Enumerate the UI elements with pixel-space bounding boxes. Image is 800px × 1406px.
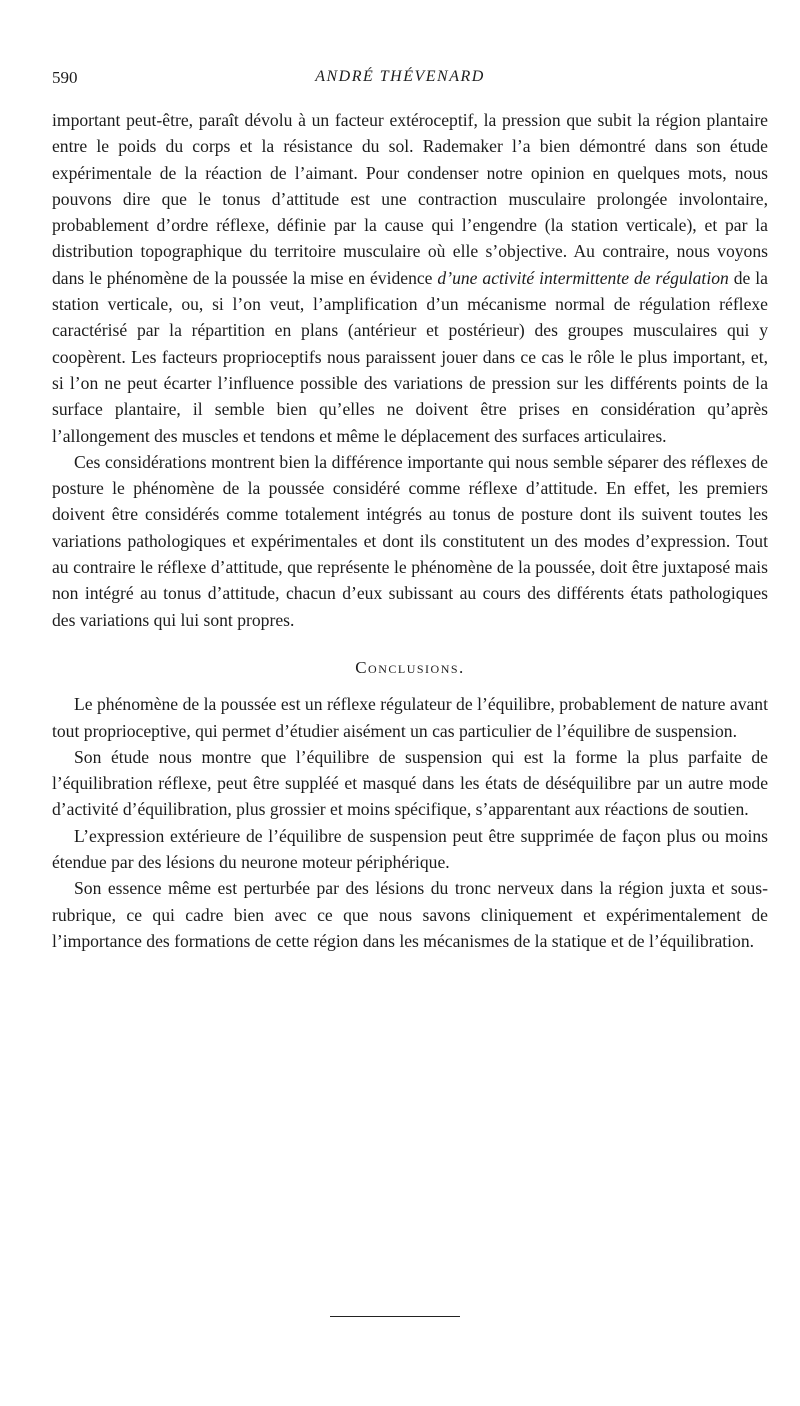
end-rule-divider (330, 1316, 460, 1317)
running-title: ANDRÉ THÉVENARD (315, 68, 485, 85)
paragraph-1 (52, 107, 768, 449)
page-number: 590 (52, 68, 78, 87)
paragraph-1-text-end: de la station verticale, ou, si l’on veut, l’amplification d’un mécanisme normal de régulation réflexe caractérisé par la répartition en plans (antérieur et postérieur) des groupes musculaires qui y coopèrent. Les facteurs proprioceptifs nous paraissent jouer dans ce cas le rôle le plus important, et, si l’on ne peut écarter l’influence possible des variations de pression sur les différents points de la surface plantaire, il semble bien qu’elles ne doivent être prises en considération qu’après l’allongement des muscles et tendons et même le déplacement des surfaces articulaires. (52, 267, 768, 446)
paragraph-1-emphasis: d’une activité intermittente de régulation (437, 267, 729, 288)
section-heading-conclusions: Conclusions. (355, 657, 465, 677)
conclusion-paragraph-3: L’expression extérieure de l’équilibre de suspension peut être supprimée de façon plus ou moins étendue par des lésions du neurone moteur périphérique. (52, 825, 768, 873)
paragraph-1-text-start: important peut-être, paraît dévolu à un facteur extéroceptif, la pression que subit la région plantaire entre le poids du corps et la résistance du sol. Rademaker l’a bien démontré dans son étude expérimentale de la réaction de l’aimant. Pour condenser notre opinion en quelques mots, nous pouvons dire que le tonus d’attitude est une contraction musculaire prolongée involontaire, probablement d’ordre réflexe, définie par la cause qui l’engendre (la station verticale), et par la distribution topographique du territoire musculaire où elle s’objective. Au contraire, nous voyons dans le phénomène de la poussée la mise en évidence (52, 110, 768, 288)
running-head (52, 68, 748, 92)
conclusion-paragraph-2: Son étude nous montre que l’équilibre de suspension qui est la forme la plus parfaite de l’équilibration réflexe, peut être suppléé et masqué dans les états de déséquilibre par un autre mode d’activité d’équilibration, plus grossier et moins spécifique, s’apparentant aux réactions de soutien. (52, 746, 768, 820)
conclusion-paragraph-4: Son essence même est perturbée par des lésions du tronc nerveux dans la région juxta et sous-rubrique, ce qui cadre bien avec ce que nous savons cliniquement et expérimentalement de l’importance des formations de cette région dans les mécanismes de la statique et de l’équilibration. (52, 878, 768, 951)
body-text (52, 107, 768, 954)
conclusion-paragraph-1: Le phénomène de la poussée est un réflexe régulateur de l’équilibre, probablement de nature avant tout proprioceptive, qui permet d’étudier aisément un cas particulier de l’équilibre de suspension. (52, 694, 768, 741)
paragraph-2: Ces considérations montrent bien la différence importante qui nous semble séparer des réflexes de posture le phénomène de la poussée considéré comme réflexe d’attitude. En effet, les premiers doivent être considérés comme totalement intégrés au tonus de posture dont ils suivent toutes les variations pathologiques et expérimentales et dont ils constitutent un des modes d’expression. Tout au contraire le réflexe d’attitude, que représente le phénomène de la poussée, doit être juxtaposé mais non intégré au tonus d’attitude, chacun d’eux subissant au cours des différents états pathologiques des variations qui lui sont propres. (52, 451, 768, 630)
